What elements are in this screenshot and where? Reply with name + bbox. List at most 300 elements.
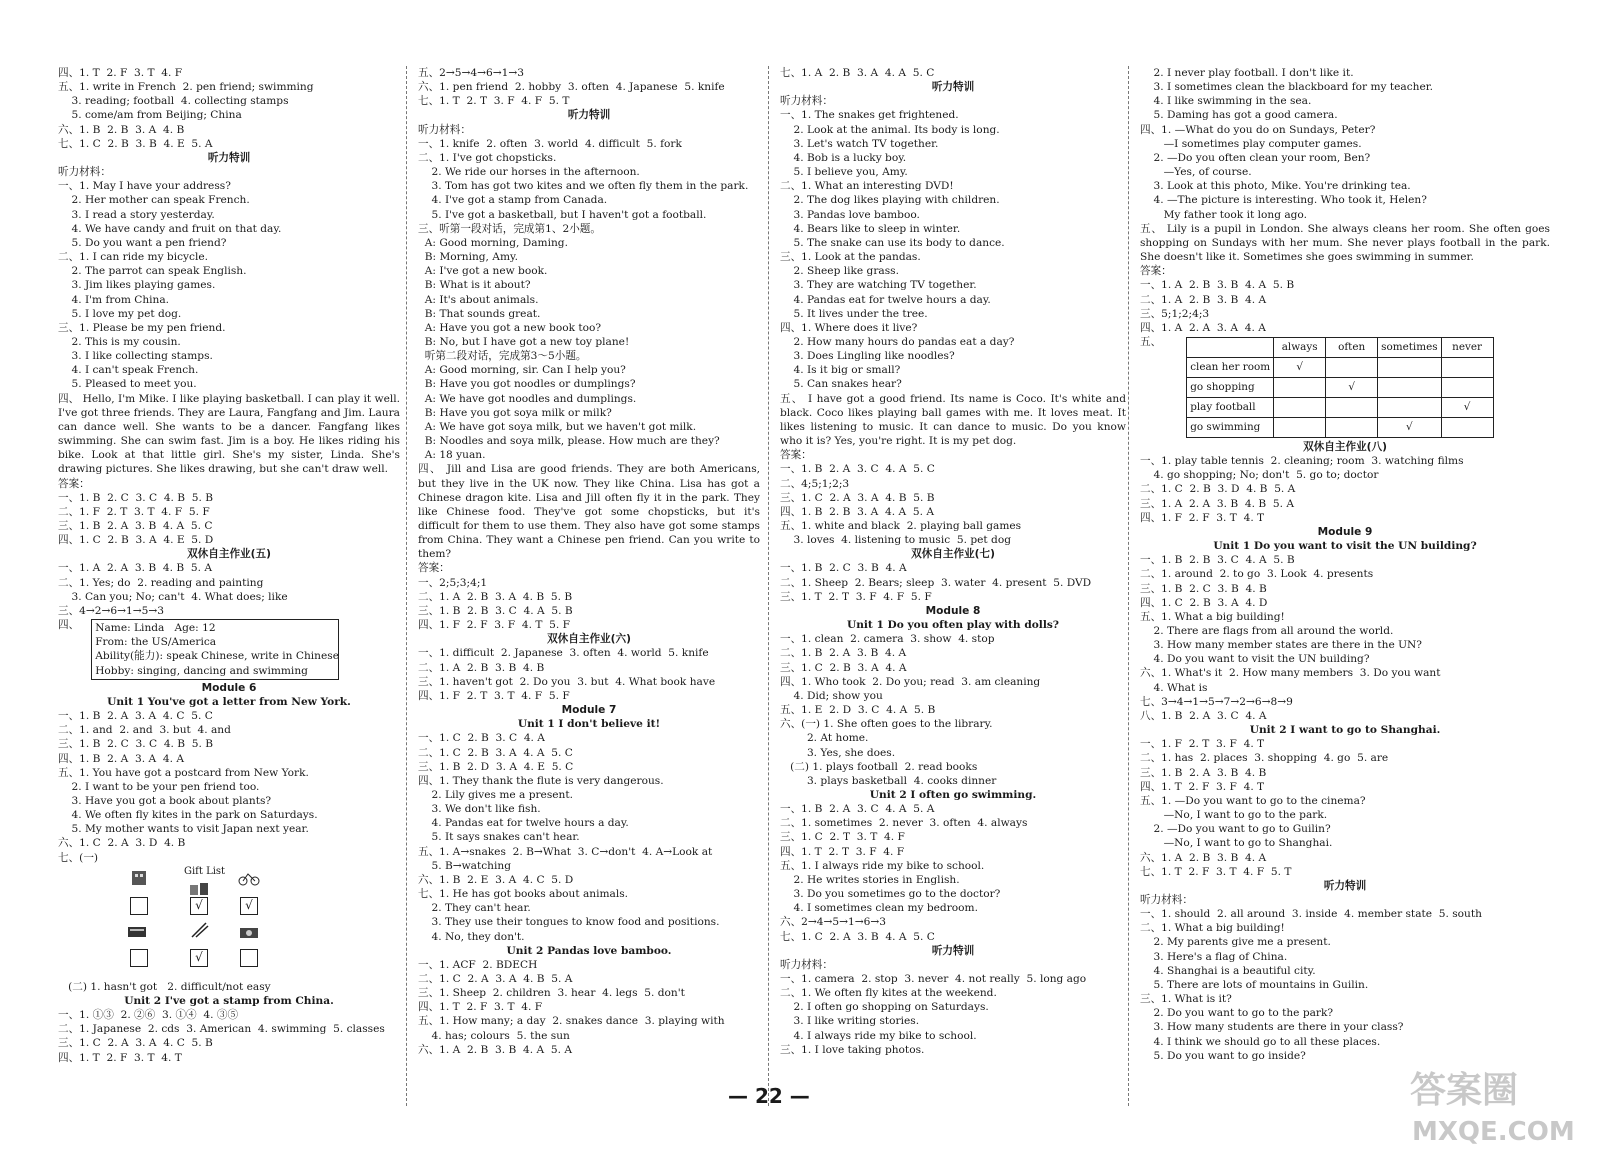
text-line: 2. —Do you often clean your room, Ben? <box>1140 151 1371 164</box>
text-line: 四、1. —What do you do on Sundays, Peter? <box>1140 123 1376 136</box>
table-header <box>1187 337 1274 357</box>
book-icon <box>126 923 148 941</box>
text-line: 三、5;1;2;4;3 <box>1140 307 1210 320</box>
text-line: 3. Yes, she does. <box>780 746 896 759</box>
text-line: A: Good morning, Daming. <box>418 236 568 249</box>
text-line: 一、1. A 2. B 3. B 4. A 5. B <box>1140 279 1295 292</box>
answer-block <box>58 709 400 851</box>
text-line: 五、1. How many; a day 2. snakes dance 3. playing with <box>418 1015 725 1028</box>
text-line: 2. We ride our horses in the afternoon. <box>418 166 640 179</box>
text-line: 4. I can't speak French. <box>58 364 199 377</box>
text-line: 3. We don't like fish. <box>418 803 541 816</box>
text-line: 一、1. B 2. A 3. C 4. A 5. C <box>780 463 935 476</box>
text-line: 三、1. C 2. T 3. T 4. F <box>780 831 905 844</box>
frequency-table-row <box>1140 335 1550 440</box>
text-line: 三、1. What is it? <box>1140 993 1232 1006</box>
section-heading: 双休自主作业(七) <box>911 548 995 561</box>
text-line: 四、1. B 2. B 3. A 4. A 5. A <box>780 505 935 518</box>
text-line: 5. B→watching <box>418 859 511 872</box>
text-line: A: Have you got a new book too? <box>418 321 602 334</box>
text-line: 六、(一) 1. She often goes to the library. <box>780 718 993 731</box>
frequency-table <box>1186 337 1493 438</box>
table-row <box>1187 417 1493 437</box>
text-line: 二、1. A 2. B 3. A 4. B 5. B <box>418 590 573 603</box>
text-line: 四、1. Who took 2. Do you; read 3. am cleaning <box>780 675 1041 688</box>
unit-heading: Unit 1 I don't believe it! <box>517 718 661 731</box>
text-line: 5. come/am from Beijing; China <box>58 109 242 122</box>
text-line: 四、1. F 2. T 3. T 4. F 5. F <box>418 689 570 702</box>
row-label: go shopping <box>1187 377 1274 397</box>
answer-block <box>1140 737 1550 879</box>
text-line: 三、1. B 2. C 3. C 4. B 5. B <box>58 738 214 751</box>
module-heading: Module 8 <box>925 604 981 617</box>
text-line: 二、1. B 2. A 3. B 4. A <box>780 647 907 660</box>
text-line: 三、听第一段对话，完成第1、2小题。 <box>418 222 601 235</box>
text-line: A: We have got soya milk, but we haven't got milk. <box>418 420 697 433</box>
text-line: A: Good morning, sir. Can I help you? <box>418 364 626 377</box>
checkbox-checked: √ <box>240 897 258 915</box>
passage: 五、 I have got a good friend. Its name is Coco. It's white and black. Coco likes playing ball games with me. It loves meat. It likes listening to music. It can dance to music. Do you know who it is? Yes, you're right. It is my pet dog. <box>780 392 1126 448</box>
answer-block <box>58 1008 400 1065</box>
text-line: 5. I've got a basketball, but I haven't got a football. <box>418 208 707 221</box>
gift-list <box>118 865 318 980</box>
text-line: 3. Let's watch TV together. <box>780 137 939 150</box>
text-line: 3. They use their tongues to know food and positions. <box>418 916 720 929</box>
text-line: B: Noodles and soya milk, please. How much are they? <box>418 435 720 448</box>
text-line: 4. I like swimming in the sea. <box>1140 95 1312 108</box>
answer-block <box>1140 264 1550 335</box>
text-line: 3. loves 4. listening to music 5. pet dog <box>780 534 1011 547</box>
text-line: 五、1. white and black 2. playing ball games <box>780 520 1022 532</box>
text-line: 2. At home. <box>780 732 869 745</box>
row-label: play football <box>1187 397 1274 417</box>
row-label: clean her room <box>1187 357 1274 377</box>
answer-block <box>780 802 1126 944</box>
text-line: 六、1. pen friend 2. hobby 3. often 4. Japanese 5. knife <box>418 81 725 94</box>
text-line: 二、1. C 2. A 3. A 4. B 5. A <box>418 973 573 985</box>
text-line: 一、1. B 2. C 3. B 4. A <box>780 562 907 575</box>
text-line: 4. We often fly kites in the park on Saturdays. <box>58 809 318 822</box>
text-line: 三、1. Please be my pen friend. <box>58 321 226 334</box>
text-line: 四、1. T 2. F 3. T 4. F <box>418 1001 543 1014</box>
info-card-row <box>58 618 400 681</box>
text-line: 三、1. A 2. A 3. B 4. B 5. A <box>1140 497 1295 510</box>
text-line: 3. reading; football 4. collecting stamps <box>58 95 289 108</box>
text-line: 五、1. A→snakes 2. B→What 3. C→don't 4. A→Look at <box>418 845 713 858</box>
text-line: 五、1. —Do you want to go to the cinema? <box>1140 794 1366 807</box>
text-line: 二、1. Yes; do 2. reading and painting <box>58 576 264 589</box>
text-line: 5. There are lots of mountains in Guilin. <box>1140 978 1369 991</box>
table-cell <box>1441 377 1493 397</box>
text-line: 听力材料： <box>418 123 471 136</box>
text-line: —Yes, of course. <box>1140 166 1252 179</box>
text-line: 4. go shopping; No; don't 5. go to; doctor <box>1140 469 1379 482</box>
answer-block <box>1140 454 1550 525</box>
text-line: 一、1. ACF 2. BDECH <box>418 958 538 971</box>
answer-block <box>418 561 760 632</box>
text-line: 听力材料： <box>780 95 833 108</box>
text-line: B: Have you got noodles or dumplings? <box>418 378 636 391</box>
section-heading: 听力特训 <box>207 151 251 164</box>
text-line: 2. This is my cousin. <box>58 335 181 348</box>
text-line: 一、1. B 2. A 3. C 4. A 5. A <box>780 803 935 816</box>
text-line: 一、1. knife 2. often 3. world 4. difficult 5. fork <box>418 137 682 150</box>
chopsticks-icon <box>188 921 210 939</box>
answer-block <box>418 646 760 703</box>
text-line: 3. Tom has got two kites and we often fly them in the park. <box>418 180 749 193</box>
text-line: 一、1. B 2. C 3. C 4. B 5. B <box>58 491 214 504</box>
text-line: 七、1. T 2. T 3. F 4. F 5. T <box>418 95 570 108</box>
text-line: 二、1. We often fly kites at the weekend. <box>780 987 997 1000</box>
listening-script <box>418 123 760 463</box>
column-2 <box>418 66 760 1057</box>
text-line: 5. My mother wants to visit Japan next year. <box>58 823 309 836</box>
text-line: 六、2→4→5→1→6→3 <box>780 916 887 929</box>
unit-heading: Unit 2 I've got a stamp from China. <box>124 994 334 1007</box>
listening-script <box>1140 66 1550 222</box>
text-line: 听第二段对话，完成第3～5小题。 <box>418 350 587 363</box>
text-line: From: the US/America <box>95 636 217 649</box>
table-cell <box>1326 417 1378 437</box>
text-line: 三、1. Look at the pandas. <box>780 251 921 264</box>
text-line: 四、1. F 2. F 3. F 4. T 5. F <box>418 619 570 632</box>
text-line: 一、1. B 2. B 3. C 4. A 5. B <box>1140 554 1295 567</box>
text-line: 三、1. haven't got 2. Do you 3. but 4. What book have <box>418 675 716 688</box>
text-line: 4. I've got a stamp from Canada. <box>418 194 608 207</box>
text-line: 二、4;5;1;2;3 <box>780 477 850 490</box>
text-line: 三、1. Sheep 2. children 3. hear 4. legs 5. don't <box>418 987 685 1000</box>
text-line: B: Morning, Amy. <box>418 251 518 264</box>
table-cell <box>1274 377 1326 397</box>
text-line: 三、1. B 2. C 3. B 4. B <box>1140 582 1267 595</box>
answer-block <box>58 561 400 618</box>
text-line: 5. I believe you, Amy. <box>780 166 908 179</box>
unit-heading: Unit 2 Pandas love bamboo. <box>506 944 672 957</box>
row-label: go swimming <box>1187 417 1274 437</box>
text-line: 5. Can snakes hear? <box>780 378 902 391</box>
text-line: 二、1. Japanese 2. cds 3. American 4. swimming 5. classes <box>58 1023 385 1036</box>
text-line: 二、1. I've got chopsticks. <box>418 151 557 164</box>
text-line: —I sometimes play computer games. <box>1140 137 1362 150</box>
camera-icon <box>238 923 260 941</box>
text-line: 2. Look at the animal. Its body is long. <box>780 123 1000 136</box>
text-line: 七、1. A 2. B 3. A 4. A 5. C <box>780 67 935 79</box>
text-line: 三、1. T 2. T 3. F 4. F 5. F <box>780 590 932 603</box>
text-line: 2. He writes stories in English. <box>780 873 960 886</box>
watermark-bottom: MXQE.COM <box>1412 1117 1575 1147</box>
table-cell <box>1441 417 1493 437</box>
text-line: 八、1. B 2. A 3. C 4. A <box>1140 709 1267 722</box>
text-line: 二、1. Sheep 2. Bears; sleep 3. water 4. present 5. DVD <box>780 576 1092 589</box>
column-4 <box>1140 66 1550 1063</box>
text-line: 二、1. C 2. B 3. D 4. B 5. A <box>1140 483 1296 496</box>
text-line: 一、1. A 2. A 3. B 4. B 5. A <box>58 562 213 575</box>
answer-block <box>780 66 1126 80</box>
text-line: 四、1. Where does it live? <box>780 321 918 334</box>
table-header: never <box>1441 337 1493 357</box>
bicycle-icon <box>238 869 260 887</box>
text-line: 三、1. C 2. A 3. A 4. C 5. B <box>58 1037 213 1050</box>
text-line: 七、1. C 2. B 3. B 4. E 5. A <box>58 137 213 150</box>
table-cell: √ <box>1274 357 1326 377</box>
text-line: 七、3→4→1→5→7→2→6→8→9 <box>1140 695 1293 708</box>
text-line: 三、1. C 2. A 3. A 4. B 5. B <box>780 491 935 504</box>
answer-block <box>780 632 1126 788</box>
column-divider <box>768 66 769 1106</box>
text-line: My father took it long ago. <box>1140 208 1307 221</box>
text-line: 5. Pleased to meet you. <box>58 378 197 391</box>
text-line: 3. They are watching TV together. <box>780 279 977 292</box>
text-line: 4. What is <box>1140 681 1208 694</box>
text-line: 听力材料： <box>780 958 833 971</box>
text-line: 七、1. C 2. A 3. B 4. A 5. C <box>780 930 935 943</box>
text-line: 3. Here's a flag of China. <box>1140 950 1288 963</box>
text-line: 3. I like writing stories. <box>780 1015 920 1028</box>
table-row <box>1187 357 1493 377</box>
text-line: A: We have got noodles and dumplings. <box>418 392 637 405</box>
text-line: 2. Her mother can speak French. <box>58 194 250 207</box>
text-line: B: What is it about? <box>418 279 531 292</box>
text-line: 3. I read a story yesterday. <box>58 208 215 221</box>
text-line: 三、1. B 2. B 3. C 4. A 5. B <box>418 604 573 617</box>
table-header: often <box>1326 337 1378 357</box>
question-number: 七、(一) <box>58 851 99 864</box>
text-line: 五、1. I always ride my bike to school. <box>780 859 985 872</box>
text-line: 三、1. B 2. A 3. B 4. A 5. C <box>58 520 213 532</box>
question-number: 四、 <box>58 619 80 632</box>
text-line: 4. I sometimes clean my bedroom. <box>780 902 978 915</box>
text-line: 六、1. B 2. E 3. A 4. C 5. D <box>418 873 574 886</box>
text-line: 听力材料： <box>58 166 111 179</box>
passage: 五、 Lily is a pupil in London. She always cleans her room. She often goes shopping on Sundays with her mum. She never plays football in the park. She doesn't like it. Sometimes she goes swimming in summer. <box>1140 222 1550 264</box>
text-line: 3. plays basketball 4. cooks dinner <box>780 774 997 787</box>
text-line: 一、1. camera 2. stop 3. never 4. not really 5. long ago <box>780 973 1087 985</box>
text-line: A: I've got a new book. <box>418 265 548 278</box>
text-line: 4. I'm from China. <box>58 293 170 306</box>
text-line: 一、1. ①③ 2. ②⑥ 3. ①④ 4. ③⑤ <box>58 1009 239 1022</box>
text-line: 2. Lily gives me a present. <box>418 788 573 801</box>
text-line: —No, I want to go to Shanghai. <box>1140 837 1333 850</box>
table-cell: √ <box>1326 377 1378 397</box>
listening-script <box>58 165 400 392</box>
text-line: 六、1. What's it 2. How many members 3. Do you want <box>1140 667 1441 680</box>
text-line: 六、1. A 2. B 3. B 4. A 5. A <box>418 1043 573 1056</box>
text-line: 五、2→5→4→6→1→3 <box>418 67 525 79</box>
text-line: 三、4→2→6→1→5→3 <box>58 604 165 617</box>
text-line: 3. I like collecting stamps. <box>58 350 213 363</box>
answer-block <box>780 448 1126 547</box>
section-heading: 听力特训 <box>1323 879 1367 892</box>
section-heading: 听力特训 <box>931 944 975 957</box>
text-line: 六、1. A 2. B 3. B 4. A <box>1140 851 1267 864</box>
text-line: 二、1. A 2. B 3. B 4. B <box>418 661 545 674</box>
section-heading: 听力特训 <box>567 109 611 122</box>
text-line: 听力材料： <box>1140 893 1193 906</box>
text-line: A: 18 yuan. <box>418 449 486 462</box>
text-line: 一、1. The snakes get frightened. <box>780 109 959 122</box>
gifts-icon <box>188 879 210 897</box>
text-line: 4. Is it big or small? <box>780 364 901 377</box>
text-line: A: It's about animals. <box>418 293 539 306</box>
text-line: B: No, but I have got a new toy plane! <box>418 335 630 348</box>
text-line: 4. —The picture is interesting. Who took it, Helen? <box>1140 194 1427 207</box>
table-header: always <box>1274 337 1326 357</box>
text-line: 一、1. clean 2. camera 3. show 4. stop <box>780 633 995 646</box>
text-line: 5. It lives under the tree. <box>780 307 928 320</box>
table-cell <box>1441 357 1493 377</box>
module-heading: Module 7 <box>561 704 617 717</box>
text-line: 六、1. C 2. A 3. D 4. B <box>58 837 186 850</box>
answer-block <box>58 477 400 548</box>
text-line: 四、1. A 2. A 3. A 4. A <box>1140 321 1266 334</box>
text-line: 3. Have you got a book about plants? <box>58 794 272 807</box>
text-line: 2. My parents give me a present. <box>1140 936 1331 949</box>
text-line: 3. Pandas love bamboo. <box>780 208 920 221</box>
text-line: 3. How many member states are there in the UN? <box>1140 639 1422 652</box>
text-line: 一、1. May I have your address? <box>58 180 231 193</box>
text-line: 一、1. difficult 2. Japanese 3. often 4. world 5. knife <box>418 647 709 660</box>
text-line: 四、1. T 2. T 3. F 4. F <box>780 845 905 858</box>
text-line: 2. I never play football. I don't like it. <box>1140 67 1354 79</box>
text-line: 答案： <box>58 477 90 490</box>
text-line: 四、1. C 2. B 3. A 4. D <box>1140 596 1268 609</box>
table-cell <box>1274 397 1326 417</box>
text-line: 2. The dog likes playing with children. <box>780 194 1000 207</box>
text-line: 4. Pandas eat for twelve hours a day. <box>418 817 629 830</box>
text-line: 4. We have candy and fruit on that day. <box>58 222 282 235</box>
listening-script <box>1140 893 1550 1063</box>
text-line: 二、1. What a big building! <box>1140 922 1285 935</box>
text-line: 四、1. F 2. F 3. T 4. T <box>1140 511 1265 524</box>
unit-heading: Unit 1 Do you want to visit the UN building? <box>1213 540 1477 553</box>
text-line: 4. Shanghai is a beautiful city. <box>1140 964 1316 977</box>
text-line: 四、1. They thank the flute is very dangerous. <box>418 774 664 787</box>
answer-block <box>780 561 1126 603</box>
checkbox-checked: √ <box>190 949 208 967</box>
text-line: 四、1. B 2. A 3. A 4. A <box>58 752 185 765</box>
text-line: 七、1. T 2. F 3. T 4. F 5. T <box>1140 865 1292 878</box>
listening-script <box>780 958 1126 1057</box>
text-line: 5. The snake can use its body to dance. <box>780 236 1005 249</box>
text-line: 二、1. and 2. and 3. but 4. and <box>58 724 231 737</box>
answer-block <box>418 958 760 1057</box>
text-line: 3. Do you sometimes go to the doctor? <box>780 888 1001 901</box>
text-line: 三、1. I love taking photos. <box>780 1043 925 1056</box>
text-line: 5. It says snakes can't hear. <box>418 831 580 844</box>
text-line: 二、1. I can ride my bicycle. <box>58 251 208 264</box>
text-line: 四、1. C 2. B 3. A 4. E 5. D <box>58 534 214 547</box>
text-line: 3. Jim likes playing games. <box>58 279 216 292</box>
passage: 四、 Hello, I'm Mike. I like playing basketball. I can play it well. I've got three friends. They are Laura, Fangfang and Jim. Laura can dance well. She wants to be a dancer. Fangfang likes swimming. She can swim fast. Jim is a boy. He likes riding his bike. Look at that little girl. She's my sister, Linda. She's drawing pictures. She likes drawing, but she can't draw well. <box>58 392 400 476</box>
table-cell <box>1326 357 1378 377</box>
checkbox-empty <box>130 897 148 915</box>
text-line: 四、1. T 2. F 3. T 4. T <box>58 1051 182 1064</box>
column-divider <box>406 66 407 1106</box>
text-line: 5. Daming has got a good camera. <box>1140 109 1338 122</box>
text-line: 5. I love my pet dog. <box>58 307 182 320</box>
text-line: 一、1. should 2. all around 3. inside 4. member state 5. south <box>1140 908 1482 921</box>
text-line: 一、1. F 2. T 3. F 4. T <box>1140 738 1265 751</box>
section-heading: 双休自主作业(六) <box>547 633 631 646</box>
watermark-top: 答案圈 <box>1410 1070 1519 1111</box>
listening-script <box>780 94 1126 391</box>
text-line: 4. Do you want to visit the UN building? <box>1140 653 1370 666</box>
unit-heading: Unit 1 Do you often play with dolls? <box>846 619 1060 632</box>
module-heading: Module 9 <box>1317 525 1373 538</box>
text-line: 答案： <box>780 449 812 462</box>
table-cell: √ <box>1441 397 1493 417</box>
page-number: — 22 — <box>728 1084 810 1108</box>
text-line: 四、1. T 2. F 3. T 4. F <box>58 67 183 79</box>
text-line: 二、1. sometimes 2. never 3. often 4. always <box>780 817 1028 830</box>
text-line: 2. —Do you want to go to Guilin? <box>1140 823 1331 836</box>
table-cell <box>1274 417 1326 437</box>
text-line: 二、1. has 2. places 3. shopping 4. go 5. are <box>1140 752 1389 765</box>
text-line: 二、1. C 2. B 3. A 4. A 5. C <box>418 746 573 759</box>
checkbox-empty <box>240 949 258 967</box>
text-line: 一、2;5;3;4;1 <box>418 576 488 589</box>
checkbox-empty <box>130 949 148 967</box>
column-1 <box>58 66 400 1065</box>
section-heading: 双休自主作业(八) <box>1303 440 1387 453</box>
text-line: 六、1. B 2. B 3. A 4. B <box>58 123 185 136</box>
table-cell <box>1326 397 1378 417</box>
text-line: 2. They can't hear. <box>418 902 531 915</box>
text-line: 4. has; colours 5. the sun <box>418 1029 570 1042</box>
text-line: 七、1. He has got books about animals. <box>418 888 629 901</box>
text-line: 3. Does Lingling like noodles? <box>780 350 955 363</box>
column-3 <box>780 66 1126 1057</box>
text-line: 4. Pandas eat for twelve hours a day. <box>780 293 991 306</box>
text-line: 5. Do you want to go inside? <box>1140 1049 1306 1062</box>
text-line: 3. Look at this photo, Mike. You're drinking tea. <box>1140 180 1411 193</box>
gift-list-section <box>58 851 400 980</box>
text-line: B: That sounds great. <box>418 307 541 320</box>
answer-line: (二) 1. hasn't got 2. difficult/not easy <box>58 980 271 993</box>
gift-list-title: Gift List <box>184 865 226 877</box>
text-line: 2. Sheep like grass. <box>780 265 899 278</box>
text-line: 四、1. T 2. F 3. F 4. T <box>1140 780 1265 793</box>
text-line: 答案： <box>418 562 450 575</box>
section-heading: 双休自主作业(五) <box>187 548 271 561</box>
unit-heading: Unit 2 I often go swimming. <box>869 788 1037 801</box>
checkbox-checked: √ <box>190 897 208 915</box>
table-row <box>1187 397 1493 417</box>
text-line: 三、1. B 2. D 3. A 4. E 5. C <box>418 760 574 773</box>
text-line: 答案： <box>1140 265 1172 278</box>
text-line: 4. I think we should go to all these places. <box>1140 1035 1381 1048</box>
text-line: 五、1. E 2. D 3. C 4. A 5. B <box>780 704 936 717</box>
text-line: 一、1. play table tennis 2. cleaning; room 3. watching films <box>1140 455 1464 468</box>
text-line: 3. How many students are there in your class? <box>1140 1021 1404 1034</box>
robot-toy-icon <box>128 869 150 887</box>
text-line: 4. Did; show you <box>780 689 883 702</box>
text-line: 三、1. B 2. A 3. B 4. B <box>1140 766 1267 779</box>
answer-block <box>418 731 760 943</box>
text-line: 二、1. F 2. T 3. T 4. F 5. F <box>58 505 210 518</box>
text-line: 4. Bob is a lucky boy. <box>780 151 907 164</box>
module-heading: Module 6 <box>201 681 257 694</box>
table-cell <box>1378 397 1441 417</box>
text-line: 二、1. A 2. B 3. B 4. A <box>1140 293 1267 306</box>
text-line: —No, I want to go to the park. <box>1140 809 1328 822</box>
text-line: 2. There are flags from all around the world. <box>1140 625 1394 637</box>
watermark-logo <box>1400 1060 1580 1150</box>
text-line: 2. How many hours do pandas eat a day? <box>780 335 1015 348</box>
text-line: 2. I often go shopping on Saturdays. <box>780 1001 989 1014</box>
column-divider <box>1128 66 1129 1106</box>
text-line: 4. No, they don't. <box>418 930 525 943</box>
